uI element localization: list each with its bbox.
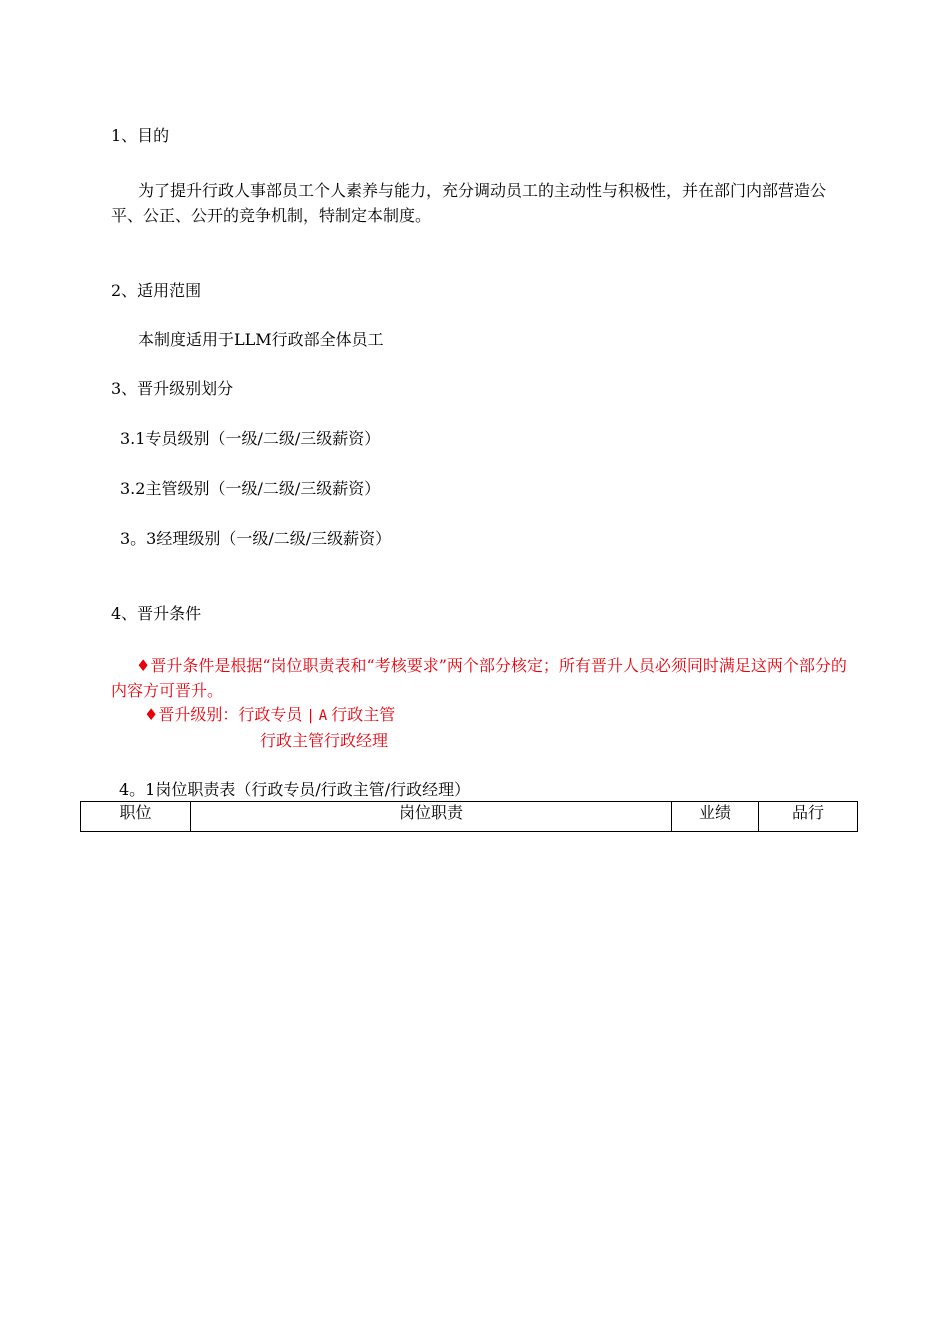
table-header-performance: 业绩: [672, 802, 759, 832]
section-3-item-3: 3。3经理级别（一级/二级/三级薪资）: [120, 529, 392, 548]
table-header-conduct: 品行: [759, 802, 858, 832]
section-1-title: 1、目的: [111, 126, 170, 145]
section-3-title: 3、晋升级别划分: [111, 379, 234, 398]
section-1-body: 为了提升行政人事部员工个人素养与能力，充分调动员工的主动性与积极性，并在部门内部营造公平、公正、公开的竞争机制，特制定本制度。: [111, 181, 827, 225]
promotion-levels-bar: |: [306, 708, 315, 724]
promotion-levels-arrow-a: A: [318, 708, 328, 724]
duties-table: [80, 801, 858, 832]
promotion-condition-text: ♦晋升条件是根据“岗位职责表和“考核要求”两个部分核定；所有晋升人员必须同时满足这两个部分的内容方可晋升。: [111, 656, 847, 700]
section-3-item-2: 3.2主管级别（一级/二级/三级薪资）: [120, 479, 381, 498]
promotion-levels-line: [144, 703, 395, 728]
table-header-position: 职位: [81, 802, 191, 832]
section-4-1-title: 4。1岗位职责表（行政专员/行政主管/行政经理）: [119, 780, 471, 799]
section-3-item-1: 3.1专员级别（一级/二级/三级薪资）: [120, 429, 381, 448]
promotion-levels-line-2: 行政主管行政经理: [260, 731, 389, 750]
section-2-title: 2、适用范围: [111, 281, 202, 300]
section-4-title: 4、晋升条件: [111, 604, 202, 623]
section-2-body: 本制度适用于LLM行政部全体员工: [138, 330, 384, 349]
promotion-levels-label: ♦晋升级别：行政专员: [144, 705, 303, 724]
promotion-levels-tail: 行政主管: [331, 705, 396, 724]
table-header-row: [81, 802, 858, 832]
table-header-duties: 岗位职责: [191, 802, 672, 832]
